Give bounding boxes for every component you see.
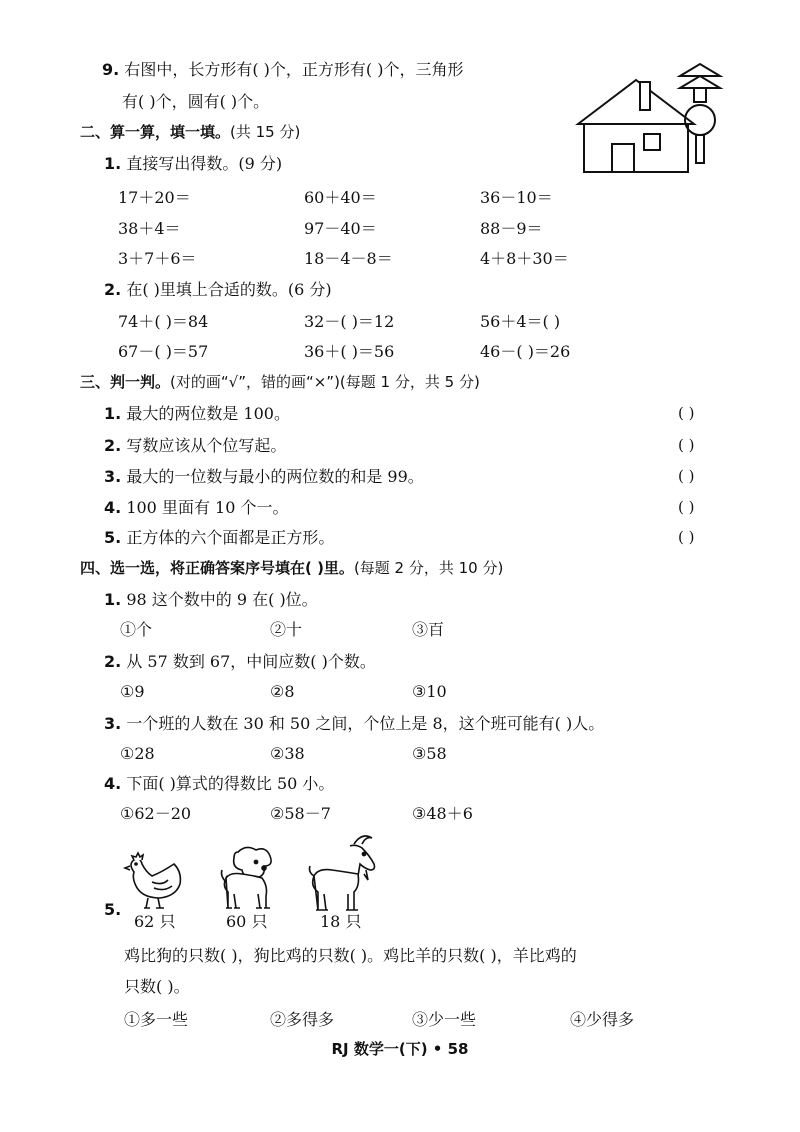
choice-option[interactable]: ③48＋6: [412, 804, 473, 823]
dog-picture: [216, 842, 278, 912]
calc-cell: 4＋8＋30＝: [480, 249, 569, 268]
q5-option[interactable]: ①多一些: [124, 1010, 189, 1029]
q5-line2: 只数( )。: [124, 977, 190, 996]
chimney-rectangle: [640, 82, 650, 110]
calc-cell: 36－10＝: [480, 188, 553, 207]
tower-small-rectangle: [694, 88, 706, 102]
house-door-rectangle: [612, 144, 634, 172]
choice-option[interactable]: ②38: [270, 744, 305, 763]
tower-mid-triangle: [680, 76, 720, 88]
fill-cell: 56＋4＝( ): [480, 312, 561, 331]
judge-item: [104, 528, 334, 548]
judge-item-text: 最大的两位数是 100。: [126, 404, 290, 423]
choice-option[interactable]: ②8: [270, 682, 295, 701]
choice-option[interactable]: ②十: [270, 620, 303, 639]
tower-pole-rectangle: [696, 135, 704, 163]
choice-option[interactable]: ①个: [120, 620, 153, 639]
house-body-rectangle: [584, 124, 688, 172]
tower-top-triangle: [680, 64, 720, 76]
fill-cell: 46－( )＝26: [480, 342, 571, 361]
choice-number: 3.: [104, 714, 122, 733]
judge-item-number: 2.: [104, 436, 122, 455]
part-2-score: (6 分): [287, 280, 332, 299]
judge-answer-blank[interactable]: ( ): [678, 467, 695, 485]
judge-item-text: 最大的一位数与最小的两位数的和是 99。: [126, 467, 424, 486]
section-4-heading: [80, 558, 503, 578]
calc-cell: 97－40＝: [304, 219, 377, 238]
choice-text: 下面( )算式的得数比 50 小。: [126, 774, 335, 793]
choice-option[interactable]: ①62－20: [120, 804, 192, 823]
goat-count: 18 只: [320, 912, 362, 931]
choice-text: 一个班的人数在 30 和 50 之间，个位上是 8，这个班可能有( )人。: [126, 714, 605, 733]
dog-count: 60 只: [226, 912, 268, 931]
judge-item: [104, 467, 424, 487]
part-2-text: 在( )里填上合适的数。: [126, 280, 288, 299]
fill-cell: 74＋( )＝84: [118, 312, 209, 331]
calc-cell: 38＋4＝: [118, 219, 181, 238]
judge-answer-blank[interactable]: ( ): [678, 528, 695, 546]
section-3-title: 三、判一判。: [80, 373, 171, 391]
q9-line1: [102, 60, 463, 80]
judge-item-text: 100 里面有 10 个一。: [126, 498, 289, 517]
judge-item-number: 5.: [104, 528, 122, 547]
hen-picture: [122, 850, 188, 910]
section-3-heading: [80, 372, 480, 392]
choice-option[interactable]: ②58－7: [270, 804, 331, 823]
house-window-square: [644, 134, 660, 150]
fill-cell: 32－( )＝12: [304, 312, 395, 331]
judge-answer-blank[interactable]: ( ): [678, 404, 695, 422]
calc-cell: 60＋40＝: [304, 188, 377, 207]
choice-text: 从 57 数到 67，中间应数( )个数。: [126, 652, 376, 671]
judge-item: [104, 404, 290, 424]
judge-answer-blank[interactable]: ( ): [678, 436, 695, 454]
choice-option[interactable]: ③百: [412, 620, 445, 639]
goat-picture: [306, 830, 382, 914]
section-2-heading: [80, 122, 300, 142]
page-footer: RJ 数学一(下) • 58: [331, 1040, 469, 1058]
fill-cell: 67－( )＝57: [118, 342, 209, 361]
section-4-score: (每题 2 分，共 10 分): [353, 559, 504, 577]
choice-number: 1.: [104, 590, 122, 609]
q5-number: 5.: [104, 900, 122, 919]
calc-cell: 17＋20＝: [118, 188, 191, 207]
judge-answer-blank[interactable]: ( ): [678, 498, 695, 516]
calc-cell: 3＋7＋6＝: [118, 249, 197, 268]
shapes-figure: [572, 56, 732, 178]
choice-option[interactable]: ③10: [412, 682, 447, 701]
q5-option[interactable]: ③少一些: [412, 1010, 477, 1029]
judge-item-number: 3.: [104, 467, 122, 486]
house-roof-triangle: [578, 80, 694, 124]
choice-question: [104, 652, 376, 672]
section-3-score: (对的画“√”，错的画“×”)(每题 1 分，共 5 分): [170, 373, 480, 391]
choice-question: [104, 774, 334, 794]
part-1-text: 直接写出得数。: [126, 154, 239, 173]
q9-text-1: 右图中，长方形有( )个，正方形有( )个，三角形: [124, 60, 464, 79]
section-2-title: 二、算一算，填一填。: [80, 123, 231, 141]
q5-option[interactable]: ④少得多: [570, 1010, 635, 1029]
fill-cell: 36＋( )＝56: [304, 342, 395, 361]
judge-item-number: 1.: [104, 404, 122, 423]
choice-number: 2.: [104, 652, 122, 671]
part-1-number: 1.: [104, 154, 122, 173]
choice-number: 4.: [104, 774, 122, 793]
q5-option[interactable]: ②多得多: [270, 1010, 335, 1029]
choice-option[interactable]: ①28: [120, 744, 155, 763]
calc-cell: 18－4－8＝: [304, 249, 393, 268]
section-2-part-1: [104, 154, 282, 174]
judge-item: [104, 436, 286, 456]
q5-line1: 鸡比狗的只数( )，狗比鸡的只数( )。鸡比羊的只数( )，羊比鸡的: [124, 946, 577, 965]
choice-question: [104, 590, 318, 610]
judge-item: [104, 498, 288, 518]
part-1-score: (9 分): [238, 154, 283, 173]
judge-item-text: 写数应该从个位写起。: [126, 436, 287, 455]
section-2-part-2: [104, 280, 332, 300]
section-4-title: 四、选一选，将正确答案序号填在( )里。: [80, 559, 354, 577]
judge-item-number: 4.: [104, 498, 122, 517]
choice-question: [104, 714, 604, 734]
section-2-score: (共 15 分): [230, 123, 301, 141]
q9-line2: 有( )个，圆有( )个。: [122, 92, 270, 111]
calc-cell: 88－9＝: [480, 219, 543, 238]
choice-text: 98 这个数中的 9 在( )位。: [126, 590, 318, 609]
choice-option[interactable]: ①9: [120, 682, 145, 701]
hen-count: 62 只: [134, 912, 176, 931]
q9-number: 9.: [102, 60, 120, 79]
choice-option[interactable]: ③58: [412, 744, 447, 763]
part-2-number: 2.: [104, 280, 122, 299]
judge-item-text: 正方体的六个面都是正方形。: [126, 528, 335, 547]
